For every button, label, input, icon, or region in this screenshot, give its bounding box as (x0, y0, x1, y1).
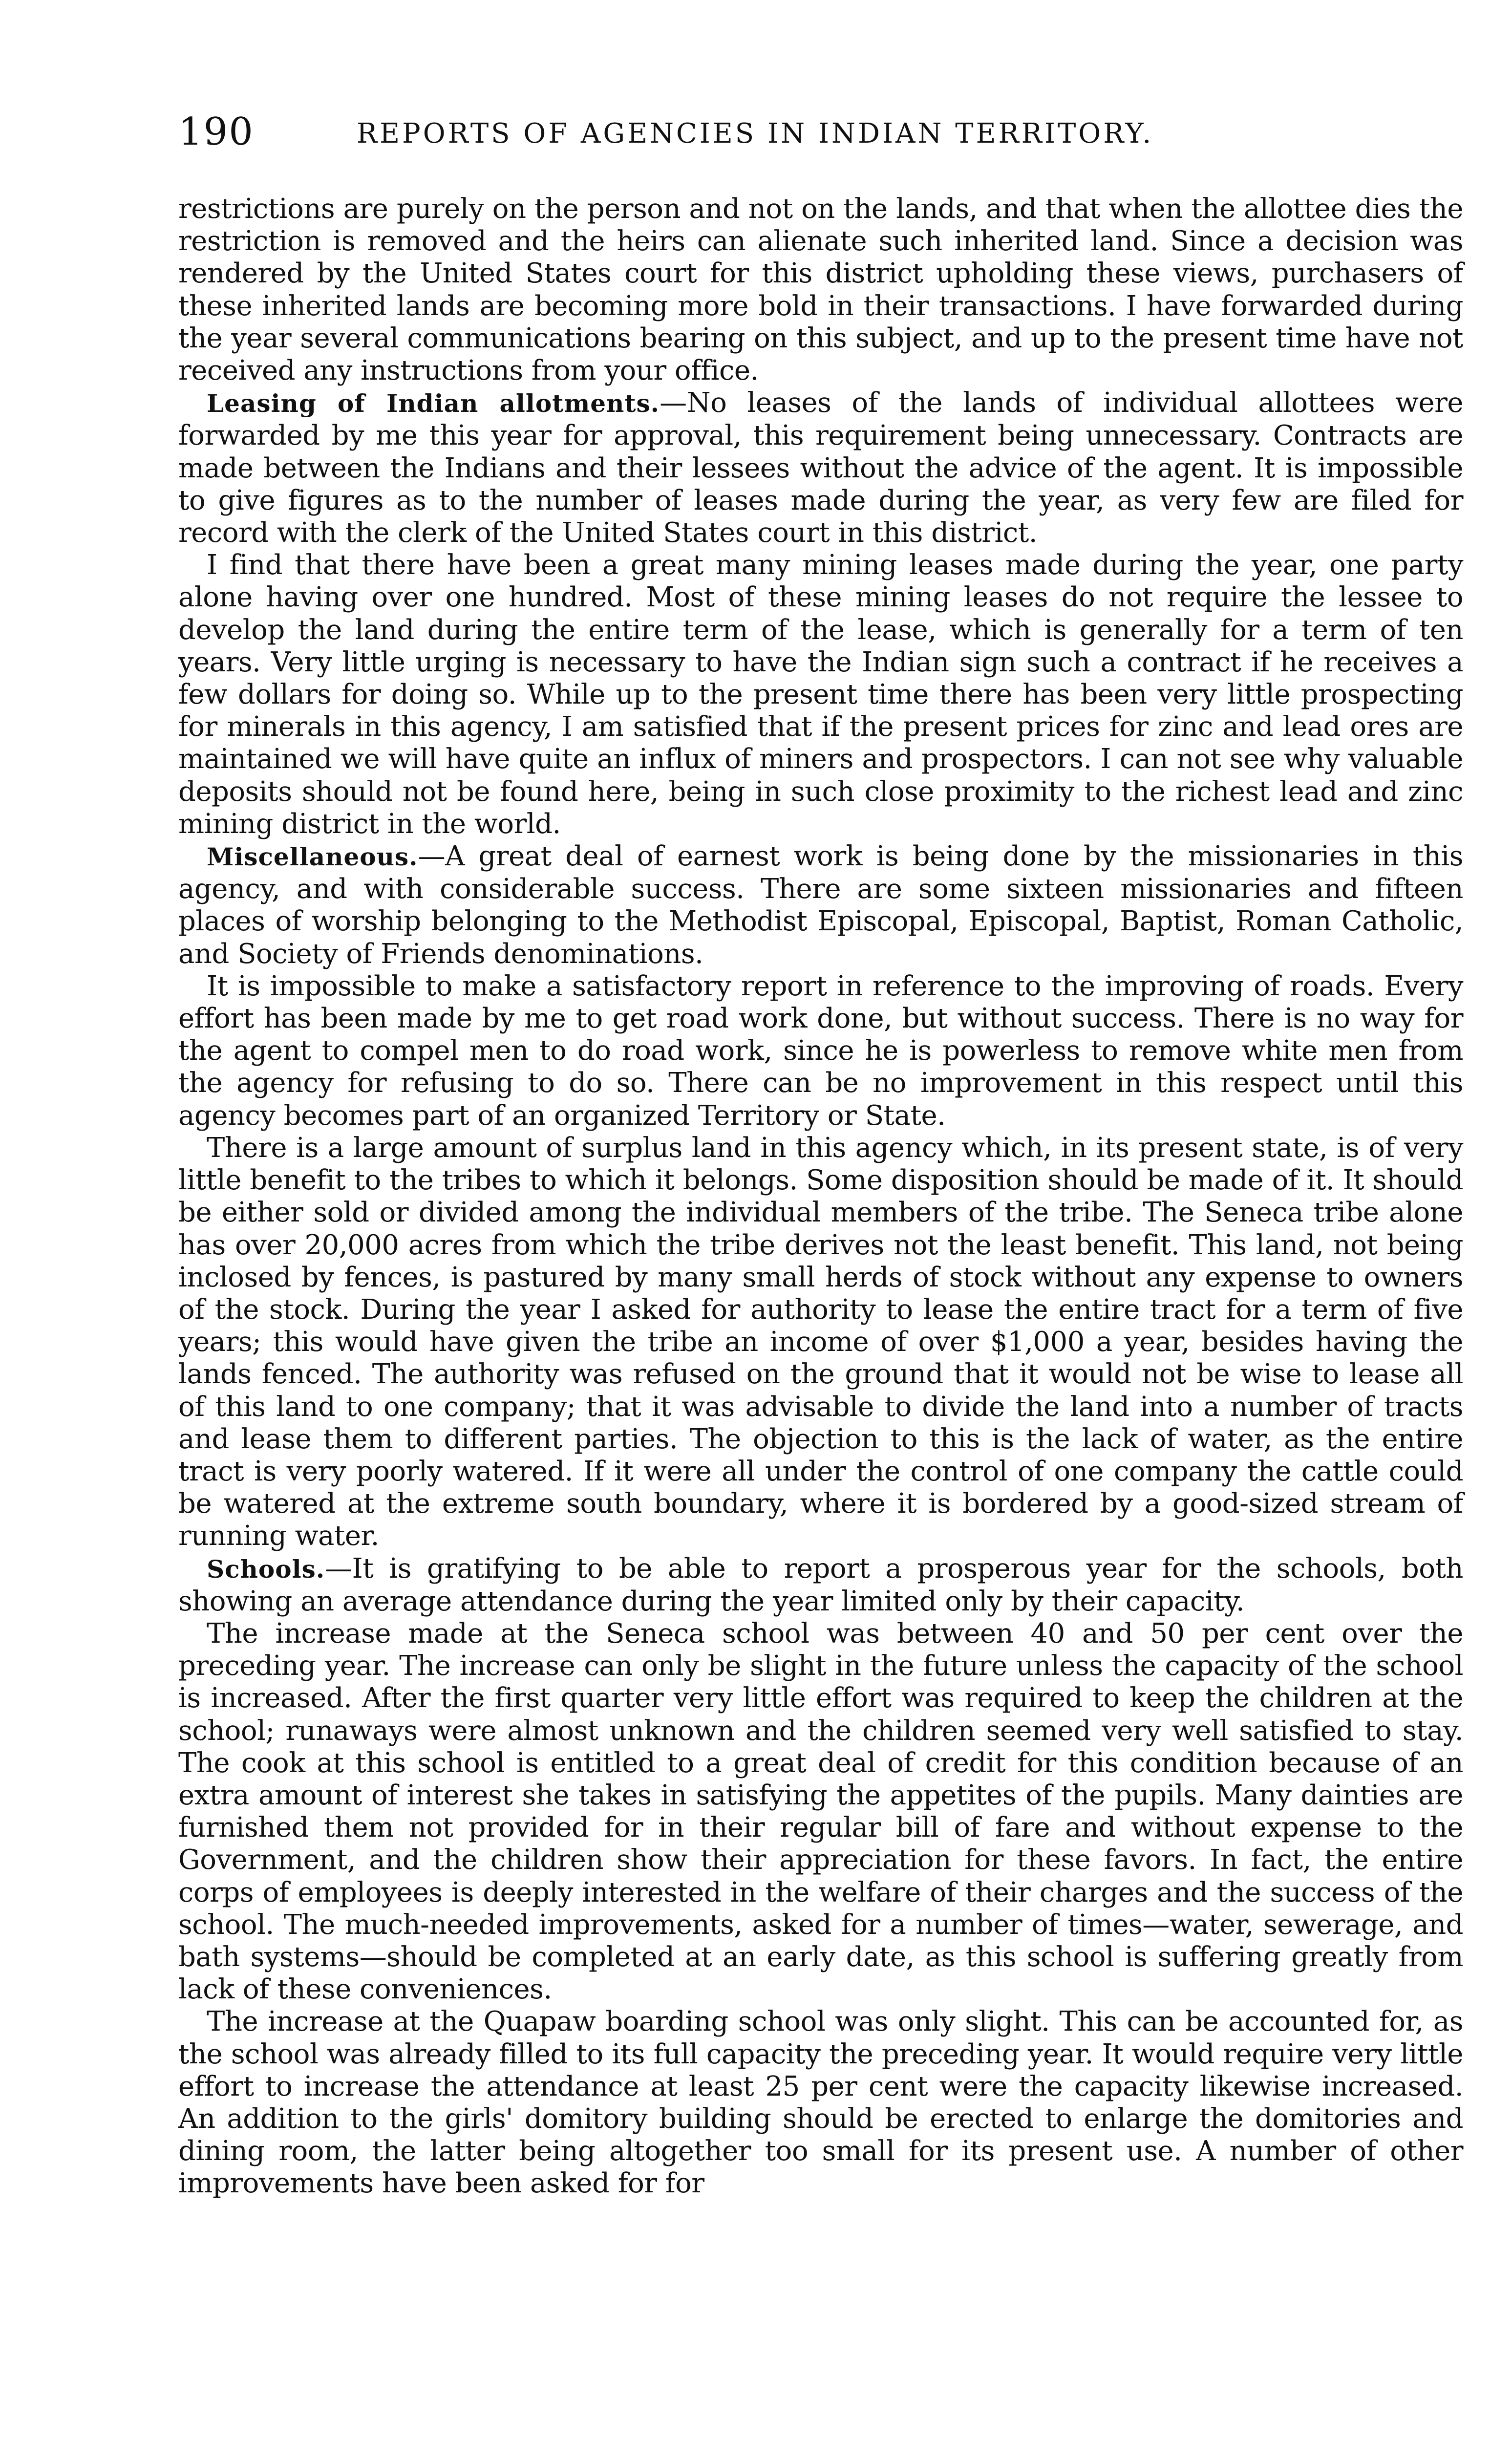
running-head (178, 110, 1463, 164)
paragraph-leasing (178, 387, 1463, 549)
paragraph: The increase made at the Seneca school was between 40 and 50 per cent over the preceding year. The increase can only be slight in the future unless the capacity of the school is increased. After the first quarter very little effort was required to keep the children at the school; runaways were almost unknown and the children seemed very well satisfied to stay. The cook at this school is entitled to a great deal of credit for this condition because of an extra amount of interest she takes in satisfying the appetites of the pupils. Many dainties are furnished them not provided for in their regular bill of fare and without expense to the Government, and the children show their appreciation for these favors. In fact, the entire corps of employees is deeply interested in the welfare of their charges and the success of the school. The much-needed improvements, asked for a number of times—water, sewerage, and bath systems—should be completed at an early date, as this school is suffering greatly from lack of these conveniences. (178, 1617, 1463, 2006)
paragraph: The increase at the Quapaw boarding school was only slight. This can be accounted for, as the school was already filled to its full capacity the preceding year. It would require very little effort to increase the attendance at least 25 per cent were the capacity likewise increased. An addition to the girls' domitory building should be erected to enlarge the domitories and dining room, the latter being altogether too small for its present use. A number of other improvements have been asked for for (178, 2006, 1463, 2200)
paragraph: restrictions are purely on the person and not on the lands, and that when the allottee dies the restriction is removed and the heirs can alienate such inherited land. Since a decision was rendered by the United States court for this district upholding these views, purchasers of these inherited lands are becoming more bold in their transactions. I have forwarded during the year several communications bearing on this subject, and up to the present time have not received any instructions from your office. (178, 193, 1463, 387)
paragraph-text: —No leases of the lands of individual allottees were forwarded by me this year for approval, this requirement being unnecessary. Contracts are made between the Indians and their lessees without the advice of the agent. It is impossible to give figures as to the number of leases made during the year, as very few are filed for record with the clerk of the United States court in this district. (178, 387, 1463, 549)
running-title: REPORTS OF AGENCIES IN INDIAN TERRITORY. (357, 118, 1154, 150)
paragraph-miscellaneous (178, 840, 1463, 970)
paragraph-text: —A great deal of earnest work is being done by the missionaries in this agency, and with considerable success. There are some sixteen missionaries and fifteen places of worship belonging to the Methodist Episcopal, Episcopal, Baptist, Roman Catholic, and Society of Friends denominations. (178, 840, 1463, 970)
side-heading-schools: Schools. (207, 1554, 325, 1584)
page-number: 190 (178, 110, 254, 154)
paragraph: I find that there have been a great many mining leases made during the year, one party alone having over one hundred. Most of these mining leases do not require the lessee to develop the land during the entire term of the lease, which is generally for a term of ten years. Very little urging is necessary to have the Indian sign such a contract if he receives a few dollars for doing so. While up to the present time there has been very little prospecting for minerals in this agency, I am satisfied that if the present prices for zinc and lead ores are maintained we will have quite an influx of miners and prospectors. I can not see why valuable deposits should not be found here, being in such close proximity to the richest lead and zinc mining district in the world. (178, 549, 1463, 840)
side-heading-leasing: Leasing of Indian allotments. (207, 389, 660, 418)
paragraph: There is a large amount of surplus land in this agency which, in its present state, is of very little benefit to the tribes to which it belongs. Some disposition should be made of it. It should be either sold or divided among the individual members of the tribe. The Seneca tribe alone has over 20,000 acres from which the tribe derives not the least benefit. This land, not being inclosed by fences, is pastured by many small herds of stock without any expense to owners of the stock. During the year I asked for authority to lease the entire tract for a term of five years; this would have given the tribe an income of over $1,000 a year, besides having the lands fenced. The authority was refused on the ground that it would not be wise to lease all of this land to one company; that it was advisable to divide the land into a number of tracts and lease them to different parties. The objection to this is the lack of water, as the entire tract is very poorly watered. If it were all under the control of one company the cattle could be watered at the extreme south boundary, where it is bordered by a good-sized stream of running water. (178, 1132, 1463, 1552)
body-text (178, 193, 1463, 2200)
paragraph: It is impossible to make a satisfactory report in reference to the improving of roads. Every effort has been made by me to get road work done, but without success. There is no way for the agent to compel men to do road work, since he is powerless to remove white men from the agency for refusing to do so. There can be no improvement in this respect until this agency becomes part of an organized Territory or State. (178, 970, 1463, 1132)
paragraph-text: —It is gratifying to be able to report a prosperous year for the schools, both showing an average attendance during the year limited only by their capacity. (178, 1552, 1463, 1617)
paragraph-schools (178, 1553, 1463, 1618)
side-heading-miscellaneous: Miscellaneous. (207, 842, 418, 872)
